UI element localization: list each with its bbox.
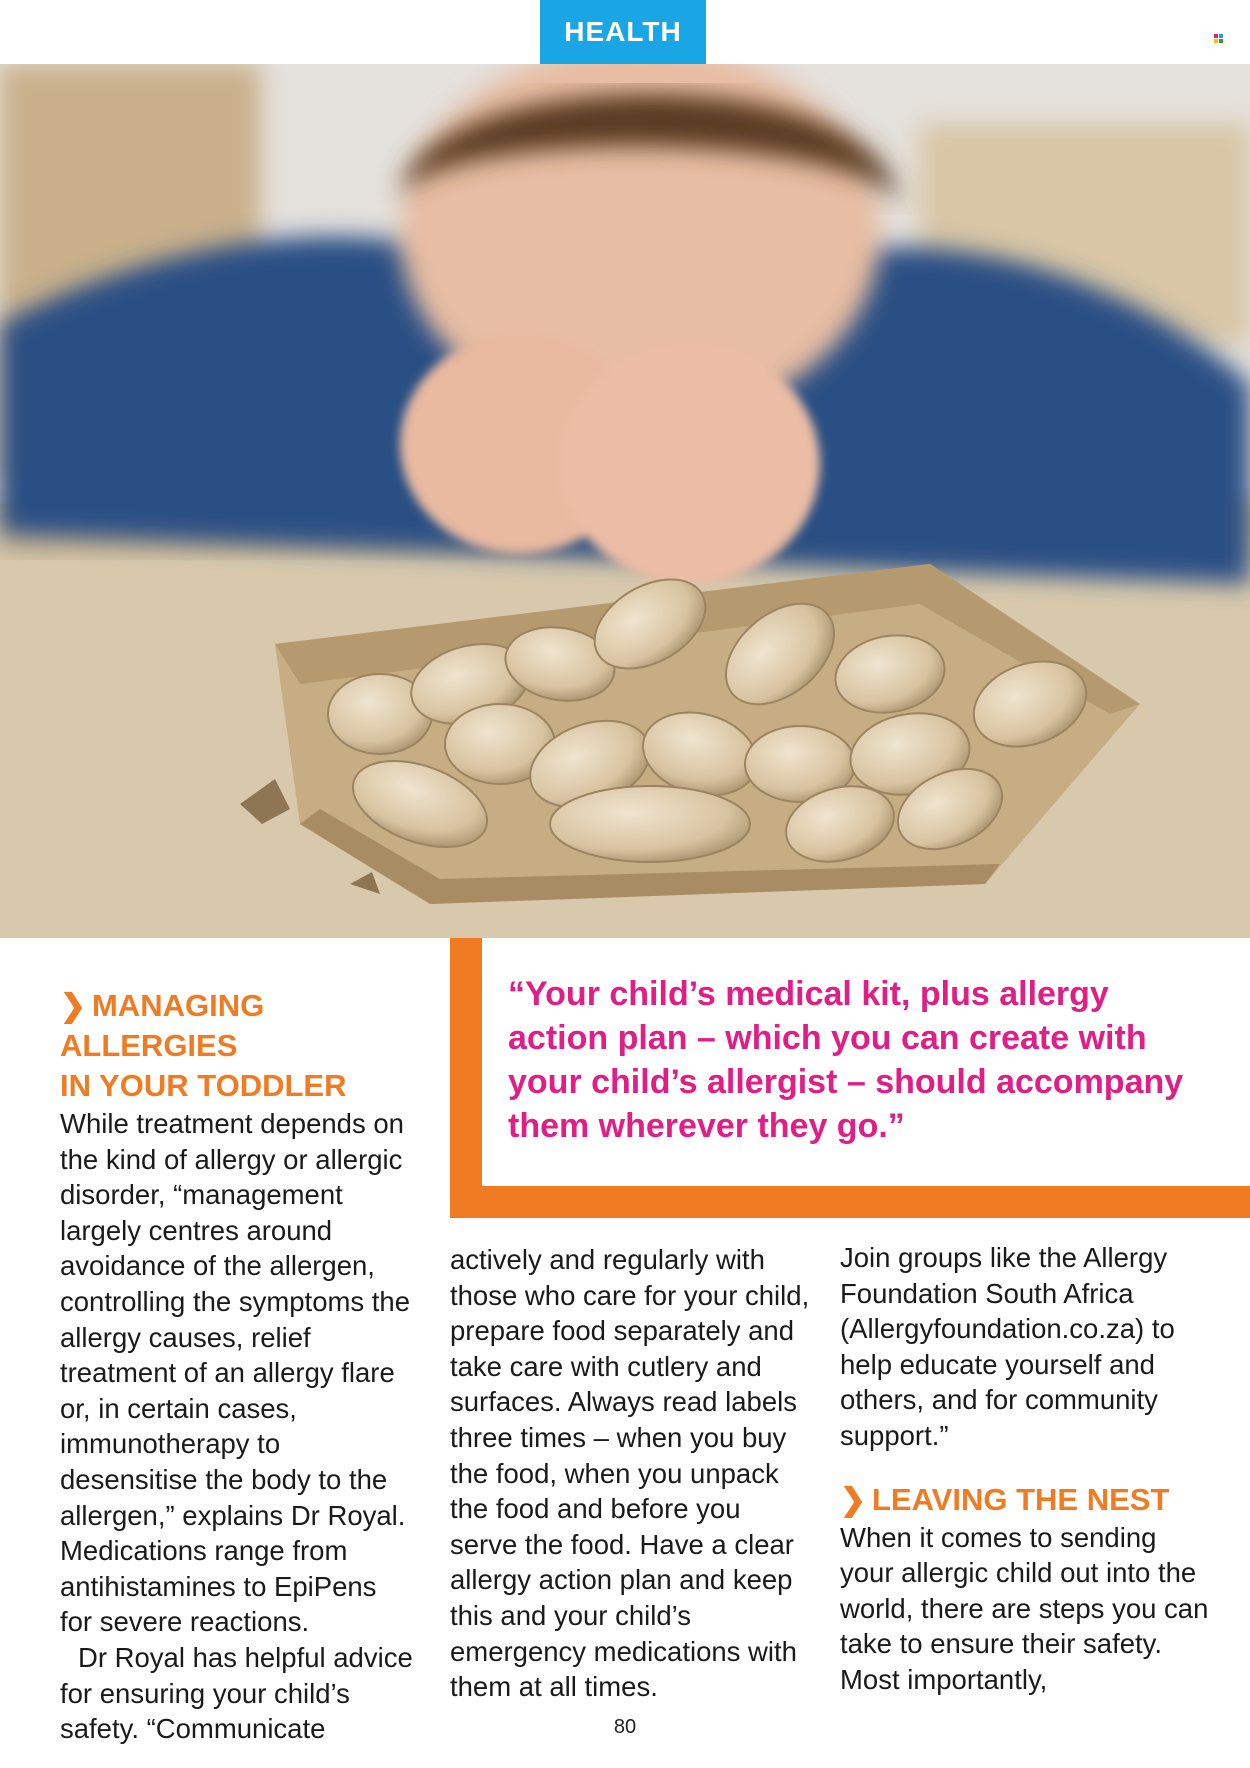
- registration-mark-icon: [1214, 34, 1223, 43]
- pull-quote: “Your child’s medical kit, plus allergy action plan – which you can create with your child’s allergist – should accompany them wherever they go.”: [508, 975, 1184, 1145]
- section-heading-managing: ❯ MANAGING ALLERGIES IN YOUR TODDLER: [60, 988, 347, 1103]
- paragraph-managing: While treatment depends on the kind of allergy or allergic disorder, “management largely centres around avoidance of the allergen, controlling the symptoms the allergy causes, relief treatment of an allergy flare or, in certain cases, immunotherapy to desensitise the body to the allergen,” explains Dr Royal. Medications range from antihistamines to EpiPens for severe reactions.: [60, 1108, 411, 1638]
- section-tab: HEALTH: [540, 0, 706, 64]
- page-number: 80: [613, 1716, 637, 1738]
- paragraph-communicate: actively and regularly with those who care for your child, prepare food separately and take care with cutlery and surfaces. Always read labels three times – when you buy the food, when you unpack the food and before you serve the food. Have a clear allergy action plan and keep this and your child’s emergency medications with them at all times.: [450, 1244, 810, 1703]
- column-right: [840, 1240, 1210, 1698]
- chevron-right-icon: ❯: [840, 1481, 866, 1517]
- section-heading-leaving: ❯ LEAVING THE NEST: [840, 1481, 1170, 1517]
- paragraph-advice: Dr Royal has helpful advice for ensuring your child’s safety. “Communicate: [60, 1641, 413, 1745]
- chevron-right-icon: ❯: [60, 988, 86, 1023]
- column-middle: [450, 1242, 815, 1705]
- paragraph-leaving: When it comes to sending your allergic child out into the world, there are steps you can take to ensure their safety. Most importantly,: [840, 1521, 1209, 1695]
- paragraph-join-groups: Join groups like the Allergy Foundation South Africa (Allergyfoundation.co.za) to help educate yourself and others, and for community support.”: [840, 1242, 1175, 1451]
- hero-photo: [0, 64, 1250, 938]
- column-left: [60, 986, 415, 1747]
